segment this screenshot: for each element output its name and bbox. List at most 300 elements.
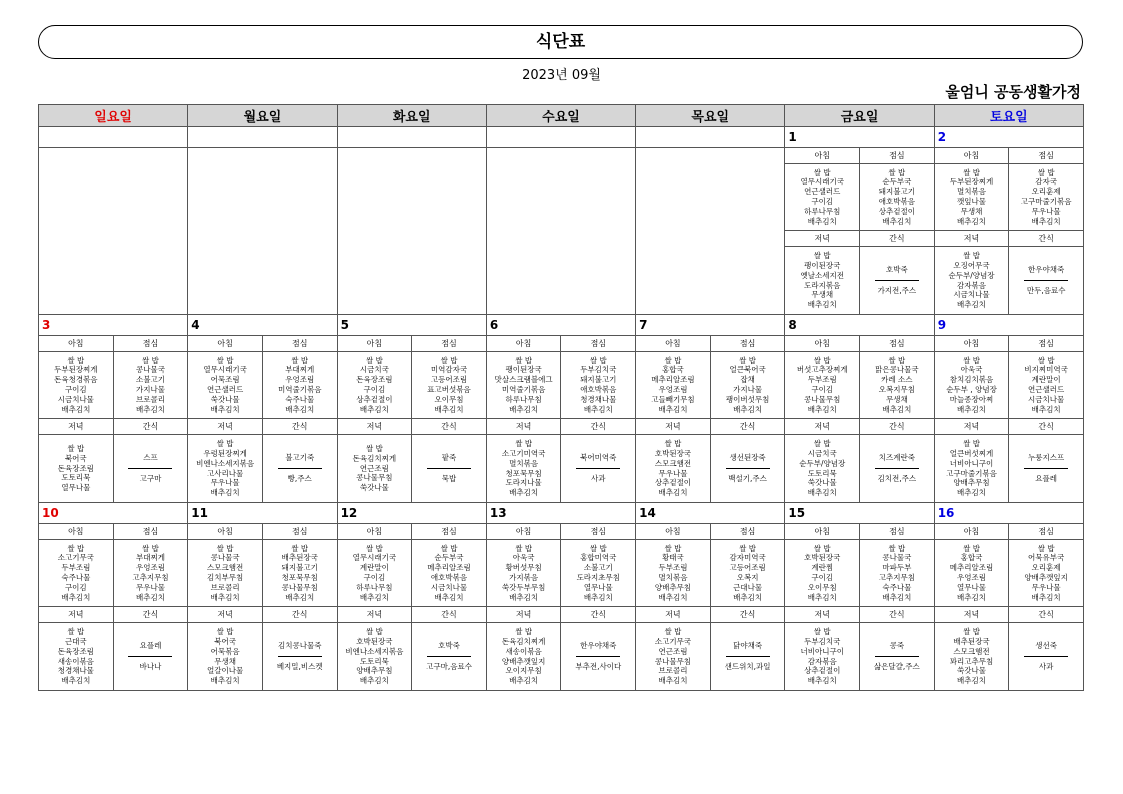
weekday-header <box>188 105 337 127</box>
menu-item: 돼지불고기 <box>281 563 318 573</box>
menu-item: 양배추무침 <box>953 478 990 488</box>
menu-item: 돈육장조림 <box>57 646 94 656</box>
date-cell <box>636 503 785 524</box>
weekday-header <box>39 105 188 127</box>
menu-item: 호박된장국 <box>804 553 841 563</box>
snack-item: 팥죽 <box>427 453 471 469</box>
date-cell <box>785 127 934 148</box>
meal-label-snack: 간식 <box>1009 231 1084 247</box>
meal-label-snack: 간식 <box>412 607 487 623</box>
meal-label-lunch: 점심 <box>561 524 636 540</box>
menu-item: 배추김치 <box>61 676 91 686</box>
dinner-menu <box>934 623 1009 691</box>
menu-item: 계란말이 <box>359 563 389 573</box>
date-number: 5 <box>340 318 349 332</box>
dinner-menu <box>636 435 711 503</box>
menu-item: 오복지무침 <box>878 385 915 394</box>
snack-item: 부추전,사이다 <box>575 662 622 671</box>
dinner-menu <box>188 623 263 691</box>
breakfast-menu <box>785 164 860 231</box>
menu-item: 도라지볶음 <box>804 280 841 290</box>
menu-item: 배추김치 <box>957 592 986 602</box>
snack-item: 스프 <box>128 453 172 469</box>
date-number: 11 <box>191 506 208 520</box>
menu-item: 소고기미역국 <box>501 448 546 458</box>
meal-label-breakfast: 아침 <box>785 148 860 164</box>
lunch-menu <box>1009 352 1084 419</box>
lunch-menu <box>860 352 935 419</box>
menu-item: 쌀 밥 <box>963 543 980 553</box>
menu-item: 쌀 밥 <box>67 444 85 453</box>
menu-item: 열무시래기국 <box>352 553 397 563</box>
menu-item: 쌀 밥 <box>365 444 383 453</box>
date-cell <box>188 503 337 524</box>
menu-item: 배추김치 <box>807 488 837 498</box>
menu-item: 얼갈이나물 <box>206 666 244 676</box>
snack-item: 불고기죽 <box>278 453 322 469</box>
snack-item: 콩죽 <box>875 641 919 657</box>
menu-item: 비엔나소세지볶음 <box>345 646 404 656</box>
date-cell <box>785 315 934 336</box>
menu-item: 어묵볶음 <box>210 646 240 656</box>
menu-item: 쑥갓나물 <box>807 478 837 488</box>
empty-day-cell <box>636 148 785 315</box>
menu-item: 미역줄기볶음 <box>501 385 546 394</box>
breakfast-menu <box>188 352 263 419</box>
snack-item: 요플레 <box>1035 474 1058 483</box>
menu-item: 배추김치 <box>61 592 91 602</box>
menu-item: 배추김치 <box>210 488 240 498</box>
dinner-menu <box>785 435 860 503</box>
empty-day-cell <box>39 148 188 315</box>
dinner-menu <box>39 623 114 691</box>
menu-item: 우렁된장찌게 <box>203 448 247 458</box>
breakfast-menu <box>636 352 711 419</box>
menu-item: 하루나무침 <box>804 206 841 216</box>
meal-label-lunch: 점심 <box>113 336 188 352</box>
menu-item: 아욱국 <box>512 553 535 563</box>
meal-label-snack: 간식 <box>710 607 785 623</box>
menu-item: 쌀 밥 <box>365 543 383 553</box>
menu-item: 배추김치 <box>957 300 986 310</box>
menu-item: 청경채나물 <box>580 394 617 404</box>
menu-item: 호박된장국 <box>654 448 692 458</box>
menu-item: 쌀 밥 <box>963 251 980 261</box>
menu-item: 쌀 밥 <box>813 439 831 449</box>
snack-menu <box>710 435 785 503</box>
weekday-label: 화요일 <box>392 110 431 125</box>
menu-item: 시금치국 <box>359 365 389 375</box>
snack-item: 백설기,주스 <box>728 474 767 483</box>
menu-item: 소고기무국 <box>57 553 94 563</box>
meal-label-breakfast: 아침 <box>785 336 860 352</box>
snack-menu <box>412 435 487 503</box>
date-number: 13 <box>489 506 507 520</box>
menu-item: 숙주나물 <box>61 573 91 582</box>
snack-item: 묵밥 <box>441 474 457 483</box>
snack-item: 누룽지스프 <box>1024 453 1068 469</box>
snack-menu <box>860 435 935 503</box>
snack-item: 김치콩나물죽 <box>278 641 322 657</box>
menu-item: 쌀 밥 <box>664 439 682 449</box>
dinner-menu <box>934 435 1009 503</box>
menu-item: 양배추깻잎지 <box>501 656 546 666</box>
weekday-header <box>486 105 635 127</box>
menu-item: 돈육청경볶음 <box>54 375 98 385</box>
calendar-row <box>39 607 1084 623</box>
menu-item: 메추리알조림 <box>651 375 695 385</box>
meal-label-breakfast: 아침 <box>636 524 711 540</box>
snack-menu <box>113 623 188 691</box>
breakfast-menu <box>188 540 263 607</box>
meal-label-lunch: 점심 <box>1009 524 1084 540</box>
menu-item: 쌀 밥 <box>440 355 458 365</box>
menu-item: 호박된장국 <box>356 636 393 646</box>
menu-item: 열무나물 <box>957 582 986 592</box>
menu-item: 배추김치 <box>733 404 763 414</box>
meal-label-dinner: 저녁 <box>39 419 114 435</box>
snack-menu <box>1009 623 1084 691</box>
menu-item: 무우나물 <box>658 468 688 478</box>
menu-item: 맛살스크램블에그 <box>494 375 553 385</box>
menu-item: 오복지 <box>736 573 759 582</box>
menu-item: 배추김치 <box>733 592 763 602</box>
menu-item: 오이무침 <box>807 582 837 592</box>
menu-item: 배추김치 <box>957 404 986 414</box>
snack-item: 생선죽 <box>1024 641 1068 657</box>
lunch-menu <box>412 352 487 419</box>
menu-item: 오리훈제 <box>1031 563 1061 573</box>
menu-item: 시금치나물 <box>57 394 94 404</box>
snack-item: 삶은달걀,주스 <box>873 662 920 671</box>
menu-item: 애호박볶음 <box>878 197 915 206</box>
meal-label-breakfast: 아침 <box>188 336 263 352</box>
calendar-row <box>39 524 1084 540</box>
menu-item: 오징어무국 <box>953 260 990 270</box>
snack-item: 한우야채죽 <box>1024 265 1068 281</box>
menu-item: 어묵조림 <box>210 375 240 385</box>
menu-item: 가지볶음 <box>509 573 539 582</box>
menu-item: 도토리묵 <box>807 468 837 478</box>
menu-item: 열무시래기국 <box>800 177 844 187</box>
menu-item: 꽈리고추무침 <box>949 656 994 666</box>
meal-label-snack: 간식 <box>1009 607 1084 623</box>
menu-item: 쌀 밥 <box>1037 167 1055 177</box>
snack-item: 호박죽 <box>875 265 919 281</box>
menu-item: 북어국 <box>64 453 87 463</box>
menu-item: 잡채 <box>740 375 755 385</box>
menu-item: 비엔나소세지볶음 <box>196 458 255 468</box>
meal-label-dinner: 저녁 <box>785 419 860 435</box>
calendar-row <box>39 623 1084 691</box>
lunch-menu <box>113 540 188 607</box>
meal-label-snack: 간식 <box>1009 419 1084 435</box>
menu-item: 홍합미역국 <box>580 553 617 563</box>
menu-item: 콩나물무침 <box>356 473 393 483</box>
menu-item: 상추겉절이 <box>654 478 692 488</box>
breakfast-menu <box>39 352 114 419</box>
date-cell <box>337 127 486 148</box>
lunch-menu <box>710 540 785 607</box>
menu-item: 배추김치 <box>807 592 837 602</box>
menu-item: 배추김치 <box>658 592 688 602</box>
menu-item: 구이김 <box>811 385 834 394</box>
menu-item: 멸치볶음 <box>957 187 986 197</box>
empty-day-cell <box>486 148 635 315</box>
meal-label-breakfast: 아침 <box>934 524 1009 540</box>
menu-item: 구이김 <box>363 385 386 394</box>
breakfast-menu <box>636 540 711 607</box>
calendar-row <box>39 435 1084 503</box>
menu-item: 배추김치 <box>658 676 688 686</box>
menu-item: 가지나물 <box>135 385 165 394</box>
breakfast-menu <box>785 540 860 607</box>
menu-item: 쌀 밥 <box>813 543 831 553</box>
weekday-label: 목요일 <box>691 110 730 125</box>
meal-label-breakfast: 아침 <box>486 524 561 540</box>
meal-label-lunch: 점심 <box>412 336 487 352</box>
meal-label-breakfast: 아침 <box>39 524 114 540</box>
weekday-label: 금요일 <box>840 110 879 125</box>
menu-item: 부대찌게 <box>135 553 165 563</box>
date-number: 9 <box>937 318 947 332</box>
menu-item: 돈육장조림 <box>356 375 393 385</box>
lunch-menu <box>412 540 487 607</box>
menu-item: 브로콜리 <box>658 666 688 676</box>
menu-item: 순두부 , 양념장 <box>946 385 997 394</box>
menu-item: 쌀 밥 <box>142 543 159 553</box>
date-cell <box>39 503 188 524</box>
breakfast-menu <box>785 352 860 419</box>
snack-item: 호박죽 <box>427 641 471 657</box>
lunch-menu <box>1009 164 1084 231</box>
menu-item: 쌀 밥 <box>67 355 85 365</box>
menu-item: 쌀 밥 <box>216 543 234 553</box>
menu-item: 돼지불고기 <box>580 375 617 385</box>
menu-item: 깻잎나물 <box>957 197 986 206</box>
menu-item: 고구마줄기볶음 <box>1020 197 1072 206</box>
meal-label-lunch: 점심 <box>262 524 337 540</box>
menu-item: 감자볶음 <box>957 280 986 290</box>
weekday-label: 월요일 <box>243 110 282 125</box>
dinner-menu <box>486 623 561 691</box>
dinner-menu <box>337 435 412 503</box>
date-number: 14 <box>639 506 656 520</box>
menu-item: 무우나물 <box>135 582 165 592</box>
menu-item: 배추김치 <box>210 676 240 686</box>
meal-label-dinner: 저녁 <box>934 419 1009 435</box>
menu-item: 계란찜 <box>811 563 834 573</box>
date-number: 12 <box>340 506 358 520</box>
menu-item: 쌀 밥 <box>515 355 533 365</box>
menu-item: 쌀 밥 <box>67 543 85 553</box>
snack-item: 요플레 <box>128 641 172 657</box>
menu-item: 스모크햄전 <box>654 458 692 468</box>
breakfast-menu <box>39 540 114 607</box>
menu-item: 너비아니구이 <box>949 458 994 468</box>
meal-label-snack: 간식 <box>860 607 935 623</box>
menu-item: 배추김치 <box>509 488 539 498</box>
menu-item: 쌀 밥 <box>515 439 533 449</box>
menu-item: 미역줄기볶음 <box>278 385 322 394</box>
menu-item: 연근샐러드 <box>1028 385 1065 394</box>
snack-menu <box>561 435 636 503</box>
menu-item: 무우나물 <box>1031 582 1061 592</box>
date-number: 7 <box>639 318 648 332</box>
menu-item: 쌀 밥 <box>664 627 682 637</box>
menu-item: 배추김치 <box>359 404 389 414</box>
menu-item: 비지찌미역국 <box>1024 365 1068 375</box>
menu-item: 쌀 밥 <box>963 167 980 177</box>
menu-item: 애호박볶음 <box>430 573 468 582</box>
menu-item: 메추리알조림 <box>949 563 994 573</box>
menu-item: 배추된장국 <box>281 553 318 563</box>
menu-item: 돼지불고기 <box>878 187 915 197</box>
date-cell <box>934 315 1083 336</box>
lunch-menu <box>860 540 935 607</box>
menu-item: 배추김치 <box>285 592 315 602</box>
snack-menu <box>710 623 785 691</box>
menu-item: 도토리묵 <box>61 473 91 483</box>
menu-item: 배추김치 <box>957 488 986 498</box>
meal-label-breakfast: 아침 <box>188 524 263 540</box>
calendar-row <box>39 503 1084 524</box>
meal-label-snack: 간식 <box>412 419 487 435</box>
snack-menu <box>1009 247 1084 315</box>
menu-item: 감자볶음 <box>807 656 837 666</box>
menu-item: 도토리묵 <box>359 656 389 666</box>
menu-item: 돈육김치찌게 <box>352 453 397 463</box>
menu-item: 참치김치볶음 <box>949 375 994 385</box>
menu-item: 두부조림 <box>61 563 91 573</box>
menu-item: 배추김치 <box>807 300 837 310</box>
weekday-header <box>785 105 934 127</box>
menu-item: 김치부무침 <box>206 573 244 582</box>
meal-label-lunch: 점심 <box>860 524 935 540</box>
meal-label-lunch: 점심 <box>710 336 785 352</box>
meal-label-snack: 간식 <box>860 231 935 247</box>
date-number: 3 <box>42 318 51 332</box>
meal-label-lunch: 점심 <box>1009 148 1084 164</box>
menu-item: 콩나물무침 <box>804 394 841 404</box>
menu-item: 브로콜리 <box>135 394 165 404</box>
menu-item: 쌀 밥 <box>888 167 906 177</box>
snack-menu <box>113 435 188 503</box>
breakfast-menu <box>337 540 412 607</box>
meal-label-lunch: 점심 <box>860 336 935 352</box>
menu-item: 시금치나물 <box>1028 394 1065 404</box>
menu-item: 마파두부 <box>882 563 912 573</box>
menu-item: 연근샐러드 <box>206 385 244 394</box>
meal-label-lunch: 점심 <box>113 524 188 540</box>
menu-item: 무생채 <box>885 394 908 404</box>
menu-item: 배추김치 <box>434 404 464 414</box>
menu-item: 배추김치 <box>957 676 986 686</box>
dinner-menu <box>188 435 263 503</box>
menu-item: 콩나물무침 <box>654 656 692 666</box>
menu-item: 쌀 밥 <box>216 627 234 637</box>
dinner-menu <box>39 435 114 503</box>
menu-item: 쌀 밥 <box>67 627 85 637</box>
empty-day-cell <box>188 148 337 315</box>
menu-item: 부대찌게 <box>285 365 315 375</box>
date-number: 15 <box>788 506 806 520</box>
menu-item: 쌀 밥 <box>813 167 831 177</box>
menu-item: 구이김 <box>811 197 834 206</box>
snack-item: 만두,음료수 <box>1026 286 1066 295</box>
date-cell <box>39 127 188 148</box>
menu-item: 멸치볶음 <box>509 458 539 468</box>
breakfast-menu <box>934 164 1009 231</box>
menu-item: 청경채나물 <box>57 666 94 676</box>
meal-label-breakfast: 아침 <box>486 336 561 352</box>
menu-item: 쑥갓나물 <box>210 394 240 404</box>
empty-day-cell <box>337 148 486 315</box>
date-cell <box>486 503 635 524</box>
meal-label-lunch: 점심 <box>412 524 487 540</box>
menu-item: 도라지나물 <box>505 478 542 488</box>
menu-item: 쌀 밥 <box>589 543 607 553</box>
meal-label-breakfast: 아침 <box>785 524 860 540</box>
menu-item: 콩나물국 <box>135 365 165 375</box>
menu-item: 청포묵무침 <box>505 468 542 478</box>
meal-label-lunch: 점심 <box>262 336 337 352</box>
menu-item: 쌀 밥 <box>664 355 682 365</box>
date-cell <box>636 127 785 148</box>
menu-item: 두부된장찌게 <box>949 177 994 187</box>
menu-item: 무우나물 <box>210 478 240 488</box>
snack-menu <box>860 247 935 315</box>
date-number: 2 <box>937 130 947 144</box>
menu-item: 오이지무침 <box>505 666 542 676</box>
date-cell <box>785 503 934 524</box>
menu-item: 배추김치 <box>210 404 240 414</box>
dinner-menu <box>785 623 860 691</box>
menu-item: 콩나물국 <box>210 553 240 563</box>
meal-label-lunch: 점심 <box>1009 336 1084 352</box>
meal-label-breakfast: 아침 <box>934 336 1009 352</box>
menu-item: 배추김치 <box>210 592 240 602</box>
menu-item: 쑥갓나물 <box>957 666 986 676</box>
snack-item: 김치전,주스 <box>877 474 917 483</box>
breakfast-menu <box>934 540 1009 607</box>
menu-item: 고추지무침 <box>132 573 169 582</box>
breakfast-menu <box>486 352 561 419</box>
snack-menu <box>262 623 337 691</box>
menu-item: 고등어조림 <box>729 563 766 573</box>
menu-item: 가지나물 <box>733 385 763 394</box>
menu-item: 고등어조림 <box>430 375 468 385</box>
menu-item: 쌀 밥 <box>963 355 980 365</box>
date-cell <box>39 315 188 336</box>
menu-item: 어묵유부국 <box>1028 553 1065 563</box>
menu-item: 배추김치 <box>135 404 165 414</box>
menu-item: 도라지초무침 <box>576 573 621 582</box>
snack-menu <box>561 623 636 691</box>
menu-item: 순두부/양념장 <box>799 458 846 468</box>
meal-calendar-table <box>38 104 1084 691</box>
meal-label-lunch: 점심 <box>860 148 935 164</box>
menu-item: 황버섯무침 <box>505 563 542 573</box>
menu-item: 배추김치 <box>359 592 389 602</box>
menu-item: 무생채 <box>811 290 834 300</box>
snack-item: 고구마,음료수 <box>426 662 472 671</box>
date-cell <box>486 127 635 148</box>
menu-item: 배추김치 <box>807 676 837 686</box>
snack-item: 한우야채죽 <box>576 641 620 657</box>
snack-item: 사과 <box>591 474 606 483</box>
date-cell <box>934 503 1083 524</box>
